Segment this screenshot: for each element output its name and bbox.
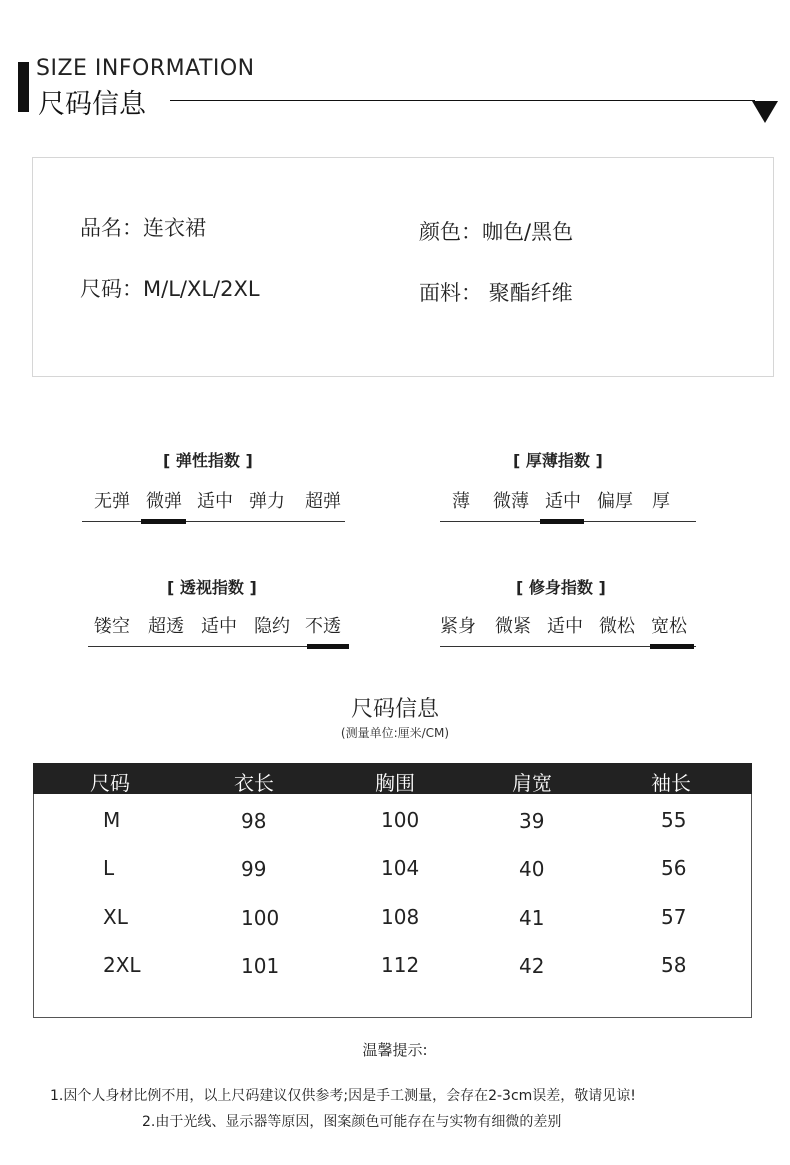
product-color: 颜色：咖色/黑色 <box>419 220 574 244</box>
transparency-option: 镂空 <box>94 616 130 637</box>
product-fabric: 面料： 聚酯纤维 <box>419 281 573 305</box>
triangle-down-icon <box>752 101 778 123</box>
transparency-option: 适中 <box>201 616 237 637</box>
thickness-option: 微薄 <box>493 491 529 512</box>
fit-index-title: [ 修身指数 ] <box>516 578 606 597</box>
elasticity-option: 适中 <box>197 491 233 512</box>
table-cell-sleeve: 57 <box>661 905 687 929</box>
table-cell-sleeve: 58 <box>661 953 687 977</box>
column-header-size: 尺码 <box>90 771 130 795</box>
elasticity-index-title: [ 弹性指数 ] <box>163 451 253 470</box>
table-cell-bust: 108 <box>381 905 420 929</box>
table-cell-shoulder: 40 <box>519 857 545 881</box>
table-cell-length: 100 <box>241 906 280 930</box>
header-title-en: SIZE INFORMATION <box>36 56 255 81</box>
product-name: 品名：连衣裙 <box>80 216 206 240</box>
elasticity-scale-line <box>82 521 345 522</box>
column-header-length: 衣长 <box>234 771 274 795</box>
transparency-option: 不透 <box>305 616 341 637</box>
header-title-cn: 尺码信息 <box>38 89 146 120</box>
transparency-option: 隐约 <box>254 616 290 637</box>
elasticity-option: 微弹 <box>146 491 182 512</box>
product-info-box <box>32 157 774 377</box>
tip-line: 2.由于光线、显示器等原因，图案颜色可能存在与实物有细微的差别 <box>142 1114 562 1130</box>
size-table-unit-note: (测量单位:厘米/CM) <box>340 726 450 740</box>
table-cell-shoulder: 41 <box>519 906 545 930</box>
column-header-bust: 胸围 <box>375 771 415 795</box>
table-cell-sleeve: 56 <box>661 856 687 880</box>
product-size: 尺码：M/L/XL/2XL <box>80 277 260 301</box>
table-cell-size: M <box>103 808 121 832</box>
table-cell-shoulder: 42 <box>519 954 545 978</box>
table-cell-bust: 112 <box>381 953 420 977</box>
elasticity-option: 弹力 <box>249 491 285 512</box>
transparency-selected-marker <box>307 644 349 649</box>
fit-option: 微松 <box>599 616 635 637</box>
thickness-option: 厚 <box>652 491 670 512</box>
table-cell-size: 2XL <box>103 953 141 977</box>
table-cell-length: 98 <box>241 809 267 833</box>
table-cell-size: XL <box>103 905 128 929</box>
column-header-sleeve: 袖长 <box>651 771 691 795</box>
transparency-index-title: [ 透视指数 ] <box>167 578 257 597</box>
size-table-title: 尺码信息 <box>350 697 439 722</box>
thickness-index-title: [ 厚薄指数 ] <box>513 451 603 470</box>
elasticity-selected-marker <box>141 519 186 524</box>
header-divider <box>170 100 755 101</box>
header-accent-bar <box>18 62 29 112</box>
thickness-option: 薄 <box>452 491 470 512</box>
size-table <box>33 763 752 1018</box>
fit-selected-marker <box>650 644 694 649</box>
column-header-shoulder: 肩宽 <box>512 771 552 795</box>
thickness-option: 适中 <box>545 491 581 512</box>
transparency-option: 超透 <box>148 616 184 637</box>
elasticity-option: 无弹 <box>94 491 130 512</box>
table-cell-length: 101 <box>241 954 280 978</box>
fit-option: 微紧 <box>495 616 531 637</box>
table-cell-size: L <box>103 856 115 880</box>
fit-option: 宽松 <box>651 616 687 637</box>
thickness-option: 偏厚 <box>597 491 633 512</box>
tips-title: 温馨提示: <box>362 1041 428 1059</box>
elasticity-option: 超弹 <box>305 491 341 512</box>
fit-option: 适中 <box>547 616 583 637</box>
table-cell-length: 99 <box>241 857 267 881</box>
thickness-selected-marker <box>540 519 584 524</box>
fit-option: 紧身 <box>440 616 476 637</box>
table-cell-sleeve: 55 <box>661 808 687 832</box>
tip-line: 1.因个人身材比例不用，以上尺码建议仅供参考;因是手工测量，会存在2-3cm误差，敬请见谅! <box>50 1088 636 1104</box>
table-cell-bust: 100 <box>381 808 420 832</box>
table-cell-bust: 104 <box>381 856 420 880</box>
table-cell-shoulder: 39 <box>519 809 545 833</box>
